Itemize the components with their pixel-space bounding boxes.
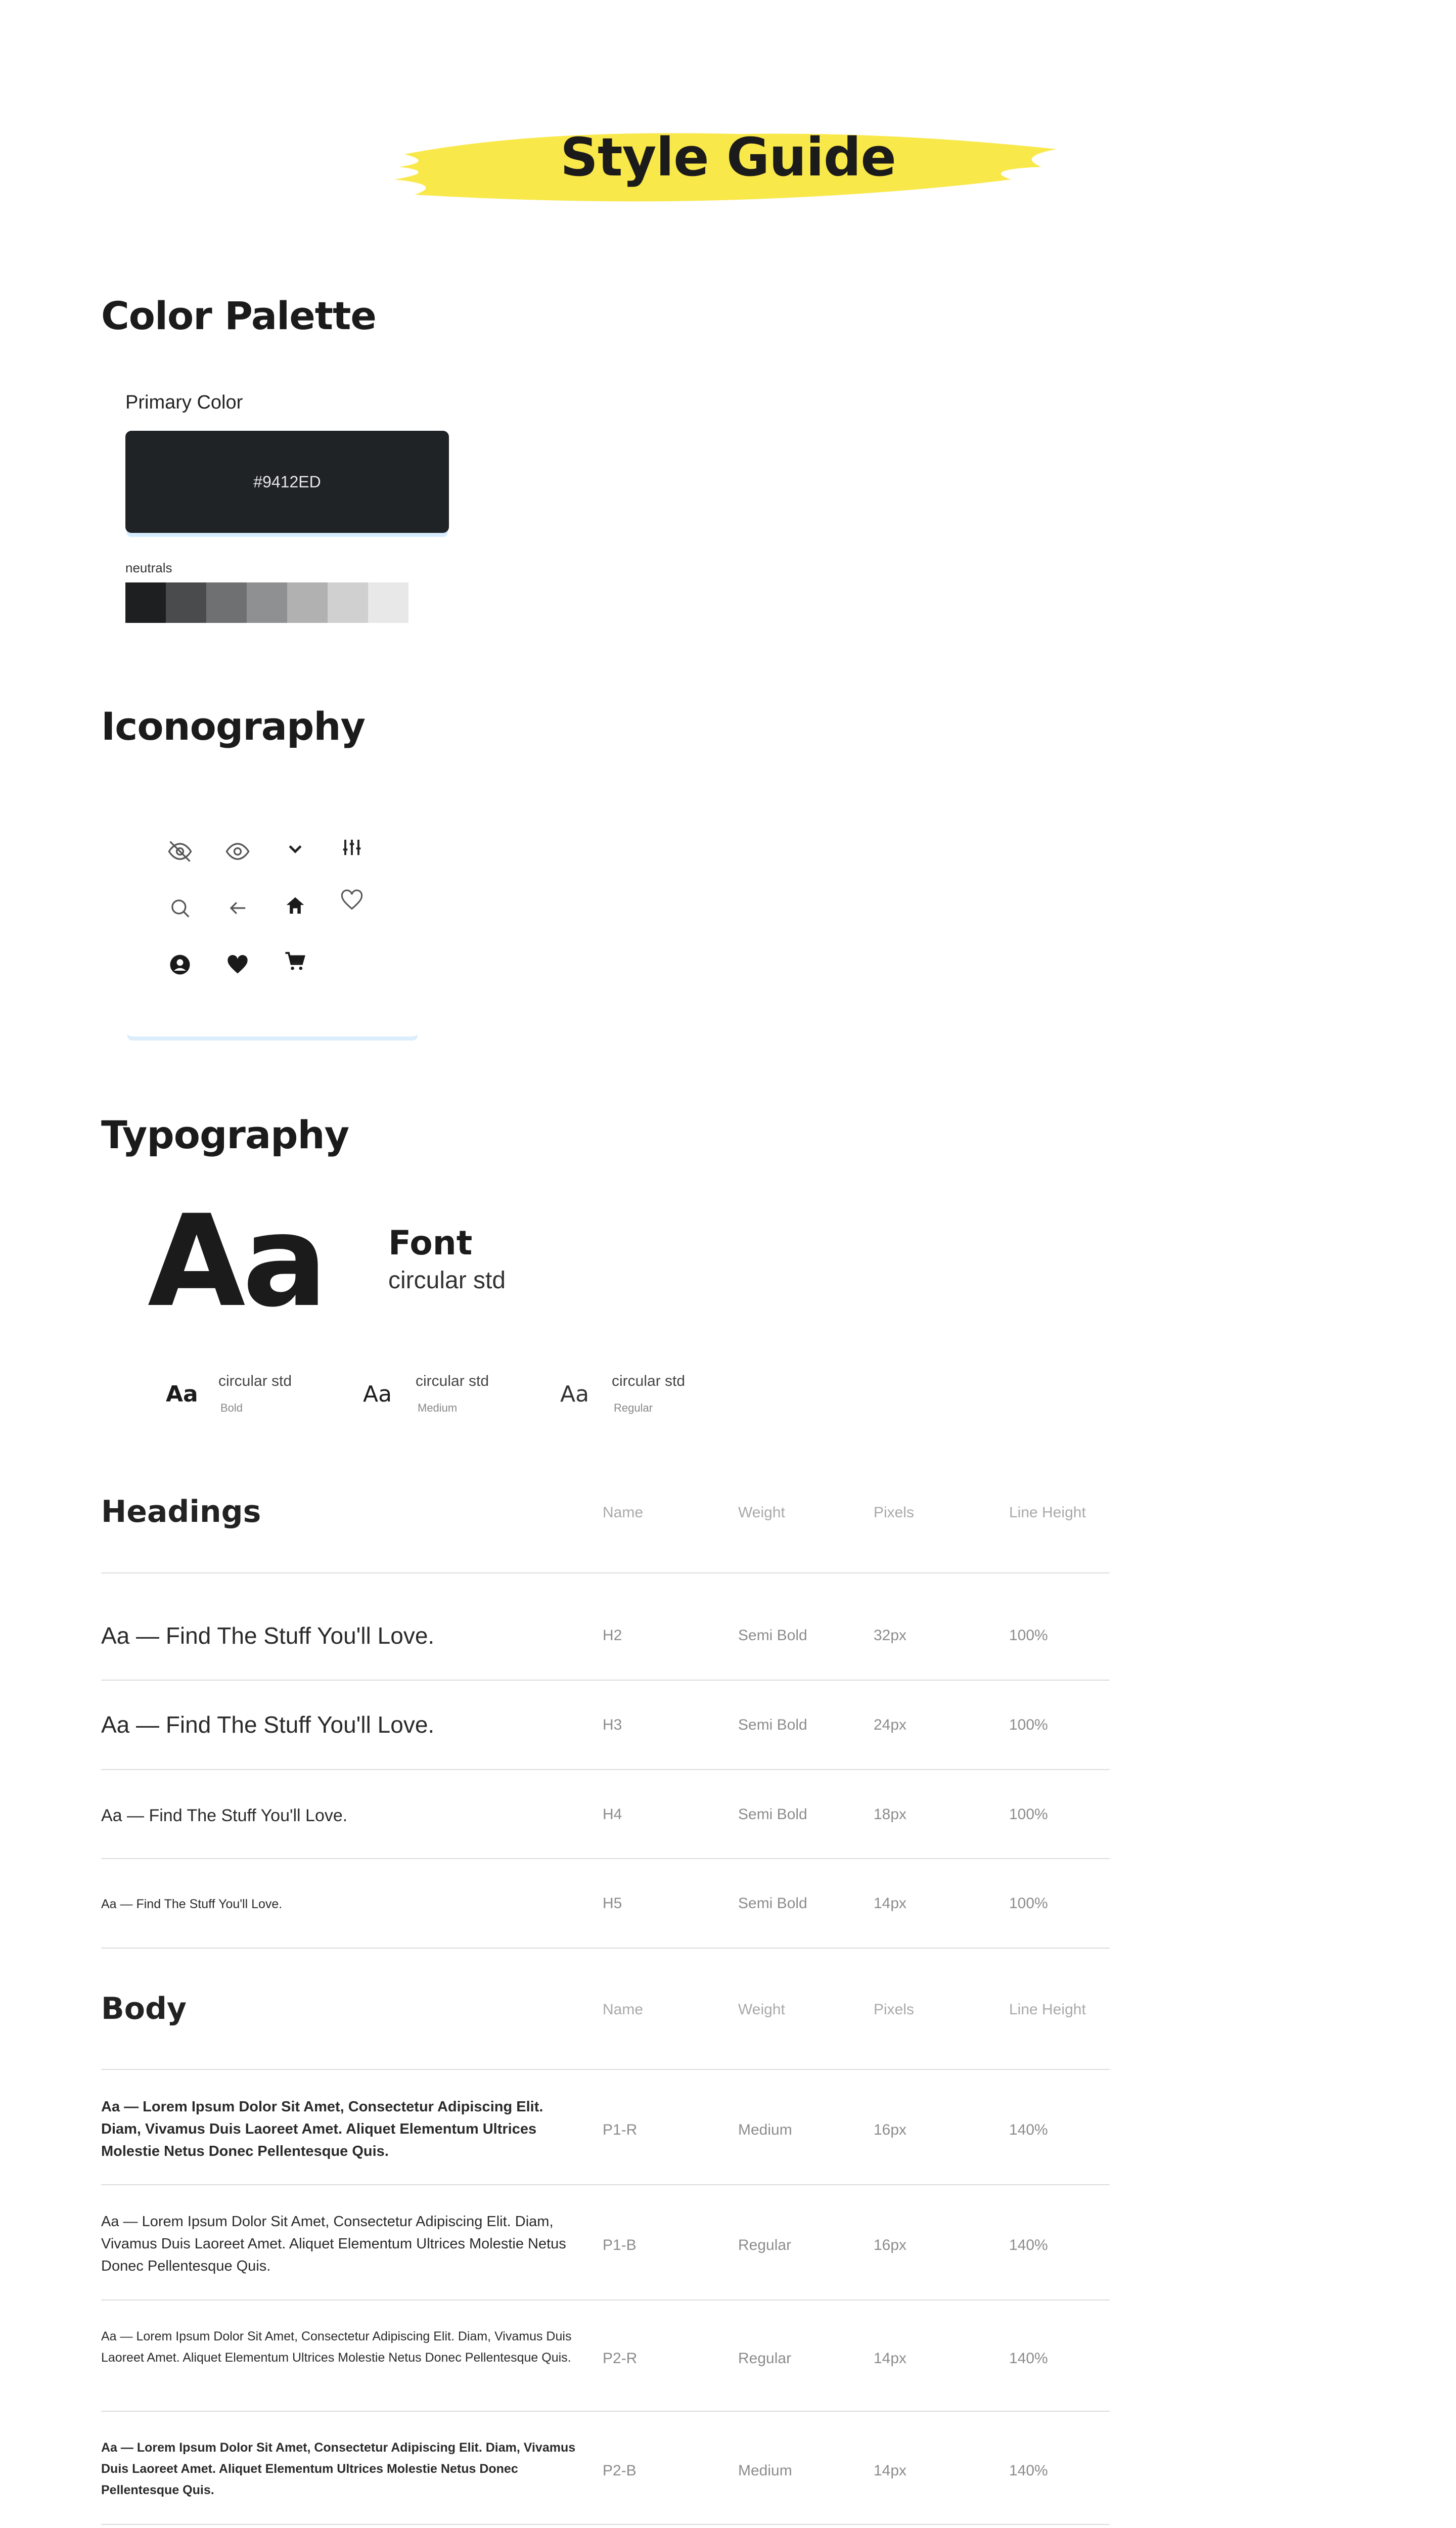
color-palette-title: Color Palette: [101, 293, 376, 338]
row-weight: Semi Bold: [738, 1627, 807, 1644]
row-name: P1-B: [603, 2237, 636, 2253]
neutral-swatch-6: [328, 582, 368, 623]
row-line-height: 140%: [1009, 2462, 1048, 2479]
heart-outline-icon: [338, 886, 366, 914]
row-weight: Semi Bold: [738, 1806, 807, 1823]
heart-filled-icon: [223, 951, 252, 979]
row-weight: Medium: [738, 2462, 792, 2479]
eye-off-icon: [166, 837, 194, 866]
row-line-height: 140%: [1009, 2237, 1048, 2253]
row-line-height: 140%: [1009, 2121, 1048, 2138]
weight-sample-aa: Aa: [560, 1381, 589, 1407]
neutrals-label: neutrals: [125, 560, 172, 575]
column-header-name: Name: [603, 2001, 644, 2018]
weight-sample-weight: Medium: [418, 1402, 458, 1414]
weight-sample-font: circular std: [612, 1373, 686, 1389]
weight-sample-aa: Aa: [363, 1381, 392, 1407]
neutral-swatches: [125, 582, 408, 623]
row-weight: Semi Bold: [738, 1895, 807, 1912]
eye-icon: [223, 837, 252, 866]
page-title: Style Guide: [560, 126, 896, 188]
column-header-pixels: Pixels: [874, 2001, 915, 2018]
table-divider: [101, 1769, 1110, 1770]
row-name: P2-B: [603, 2462, 636, 2479]
row-weight: Regular: [738, 2237, 792, 2253]
neutral-swatch-5: [287, 582, 328, 623]
row-name: P1-R: [603, 2121, 638, 2138]
icon-card: [125, 789, 420, 1036]
table-divider: [101, 2299, 1110, 2300]
table-divider: [101, 1572, 1110, 1573]
arrow-left-icon: [223, 894, 252, 922]
body-sample-p1-r: Aa — Lorem Ipsum Dolor Sit Amet, Consectetur Adipiscing Elit. Diam, Vivamus Duis Laoreet Amet. Aliquet Elementum Ultrices Molestie Netus Donec Pellentesque Quis.: [101, 2099, 543, 2159]
row-pixels: 16px: [874, 2121, 907, 2138]
home-icon: [281, 892, 309, 920]
table-divider: [101, 1680, 1110, 1681]
weight-sample-weight: Bold: [220, 1402, 243, 1414]
neutral-swatch-3: [206, 582, 247, 623]
row-pixels: 32px: [874, 1627, 907, 1644]
column-header-weight: Weight: [738, 2001, 785, 2018]
column-header-weight: Weight: [738, 1504, 785, 1521]
column-header-line-height: Line Height: [1009, 2001, 1086, 2018]
heading-sample-h3: Aa — Find The Stuff You'll Love.: [101, 1711, 435, 1738]
row-name: P2-R: [603, 2350, 638, 2367]
table-divider: [101, 1858, 1110, 1859]
row-pixels: 24px: [874, 1717, 907, 1733]
row-pixels: 16px: [874, 2237, 907, 2253]
primary-color-hex: #9412ED: [253, 472, 321, 491]
chevron-down-icon: [281, 835, 309, 864]
body-title: Body: [101, 1991, 187, 2026]
user-circle-icon: [166, 951, 194, 979]
heading-sample-h2: Aa — Find The Stuff You'll Love.: [101, 1622, 435, 1649]
row-pixels: 14px: [874, 1895, 907, 1912]
heading-sample-h5: Aa — Find The Stuff You'll Love.: [101, 1897, 283, 1911]
neutral-swatch-4: [247, 582, 287, 623]
table-divider: [101, 2411, 1110, 2412]
neutral-swatch-2: [166, 582, 206, 623]
body-sample-p1-b: Aa — Lorem Ipsum Dolor Sit Amet, Consectetur Adipiscing Elit. Diam, Vivamus Duis Laoreet Amet. Aliquet Elementum Ultrices Molestie Netus Donec Pellentesque Quis.: [101, 2214, 566, 2274]
row-weight: Semi Bold: [738, 1717, 807, 1733]
weight-sample-weight: Regular: [614, 1402, 653, 1414]
column-header-line-height: Line Height: [1009, 1504, 1086, 1521]
iconography-title: Iconography: [101, 704, 366, 749]
heading-sample-h4: Aa — Find The Stuff You'll Love.: [101, 1806, 348, 1825]
row-pixels: 14px: [874, 2462, 907, 2479]
neutral-swatch-7: [368, 582, 408, 623]
row-pixels: 18px: [874, 1806, 907, 1823]
primary-color-label: Primary Color: [125, 392, 243, 413]
row-line-height: 140%: [1009, 2350, 1048, 2367]
weight-sample-font: circular std: [416, 1373, 489, 1389]
row-weight: Medium: [738, 2121, 792, 2138]
sliders-icon: [338, 833, 366, 862]
row-name: H5: [603, 1895, 622, 1912]
weight-sample-aa: Aa: [166, 1381, 198, 1407]
neutral-swatch-1: [125, 582, 166, 623]
big-type-sample: Aa: [148, 1188, 325, 1335]
table-divider: [101, 2184, 1110, 2185]
row-name: H4: [603, 1806, 622, 1823]
table-divider: [101, 2069, 1110, 2070]
row-name: H3: [603, 1717, 622, 1733]
body-sample-p2-b: Aa — Lorem Ipsum Dolor Sit Amet, Consectetur Adipiscing Elit. Diam, Vivamus Duis Laoreet Amet. Aliquet Elementum Ultrices Molestie Netus Donec Pellentesque Quis.: [101, 2441, 576, 2497]
table-divider: [101, 2524, 1110, 2525]
table-divider: [101, 1948, 1110, 1949]
font-name: circular std: [388, 1267, 506, 1294]
row-line-height: 100%: [1009, 1717, 1048, 1733]
weight-sample-font: circular std: [218, 1373, 292, 1389]
row-pixels: 14px: [874, 2350, 907, 2367]
cart-icon: [281, 946, 309, 975]
body-sample-p2-r: Aa — Lorem Ipsum Dolor Sit Amet, Consectetur Adipiscing Elit. Diam, Vivamus Duis Laoreet Amet. Aliquet Elementum Ultrices Molestie Netus Donec Pellentesque Quis.: [101, 2329, 572, 2365]
row-weight: Regular: [738, 2350, 792, 2367]
row-line-height: 100%: [1009, 1895, 1048, 1912]
primary-color-swatch: [125, 431, 449, 533]
typography-title: Typography: [101, 1112, 349, 1157]
search-icon: [166, 894, 194, 922]
headings-title: Headings: [101, 1494, 261, 1529]
row-name: H2: [603, 1627, 622, 1644]
font-label: Font: [388, 1224, 473, 1262]
column-header-pixels: Pixels: [874, 1504, 915, 1521]
column-header-name: Name: [603, 1504, 644, 1521]
row-line-height: 100%: [1009, 1627, 1048, 1644]
row-line-height: 100%: [1009, 1806, 1048, 1823]
